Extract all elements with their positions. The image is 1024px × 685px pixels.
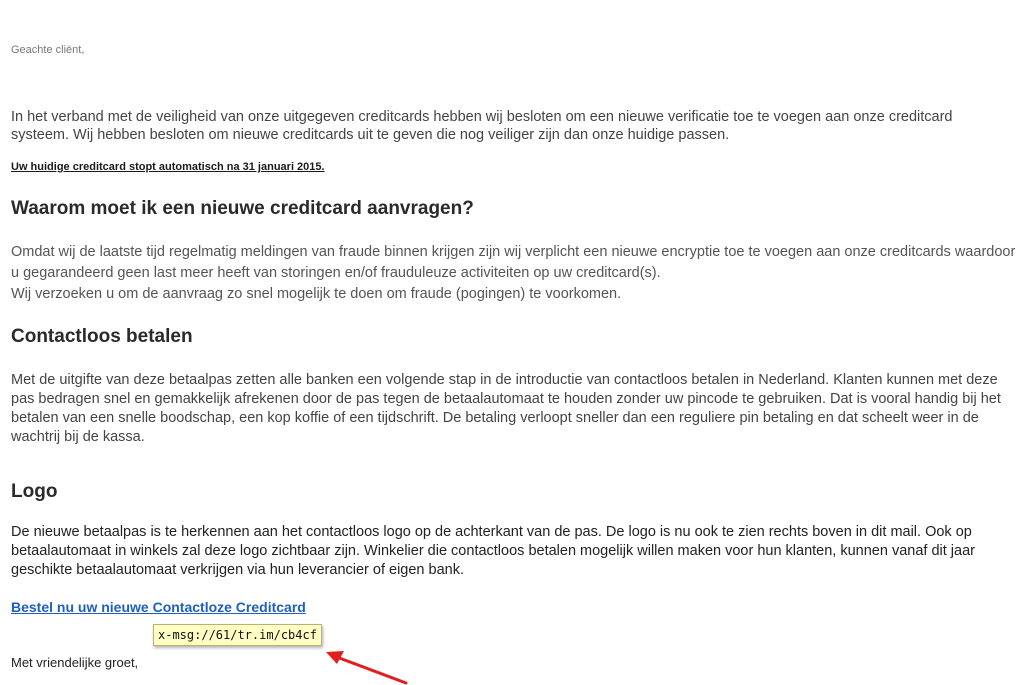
contactless-paragraph: Met de uitgifte van deze betaalpas zetten alle banken een volgende stap in de introductie van contactloos betalen in Nederland. Klanten kunnen met deze pas bedragen snel en gemakkelijk afrekenen door de pas tegen de betaalautomaat te houden zonder uw pincode te gebruiken. Dat is vooral handig bij het betalen van een snelle boodschap, een kop koffie of een tijdschrift. De betaling verloopt sneller dan een reguliere pin betaling en dat scheelt weer in de wachtrij bij de kassa. — [11, 372, 1001, 445]
heading-contactless: Contactloos betalen — [11, 326, 193, 347]
why-line-2: Wij verzoeken u om de aanvraag zo snel mogelijk te doen om fraude (pogingen) te voorkomen. — [11, 286, 622, 302]
arrow-icon — [320, 640, 420, 685]
link-url-tooltip: x-msg://61/tr.im/cb4cf — [153, 624, 322, 646]
order-creditcard-link[interactable]: Bestel nu uw nieuwe Contactloze Creditcard — [11, 599, 306, 615]
logo-paragraph: De nieuwe betaalpas is te herkennen aan het contactloos logo op de achterkant van de pas. De logo is nu ook te zien rechts boven in dit mail. Ook op betaalautomaat in winkels zal deze logo zichtbaar zijn. Winkelier die contactloos betalen mogelijk willen maken voor hun klanten, kunnen vanaf dit jaar geschikte betaalautomaat verkrijgen via hun leverancier of eigen bank. — [11, 524, 975, 578]
greeting: Geachte cliënt, — [11, 44, 85, 56]
expiry-notice: Uw huidige creditcard stopt automatisch na 31 januari 2015. — [11, 161, 325, 173]
signoff: Met vriendelijke groet, — [11, 655, 139, 670]
why-paragraph — [11, 242, 1021, 305]
heading-why: Waarom moet ik een nieuwe creditcard aanvragen? — [11, 198, 474, 219]
heading-logo: Logo — [11, 481, 58, 502]
intro-paragraph: In het verband met de veiligheid van onze uitgegeven creditcards hebben wij besloten om een nieuwe verificatie toe te voegen aan onze creditcard systeem. Wij hebben besloten om nieuwe creditcards uit te geven die nog veiliger zijn dan onze huidige passen. — [11, 109, 953, 143]
why-line-1: Omdat wij de laatste tijd regelmatig meldingen van fraude binnen krijgen zijn wij verplicht een nieuwe encryptie toe te voegen aan onze creditcards waardoor u gegarandeerd geen last meer heeft van storingen en/of frauduleuze activiteiten op uw creditcard(s). — [11, 244, 1016, 281]
